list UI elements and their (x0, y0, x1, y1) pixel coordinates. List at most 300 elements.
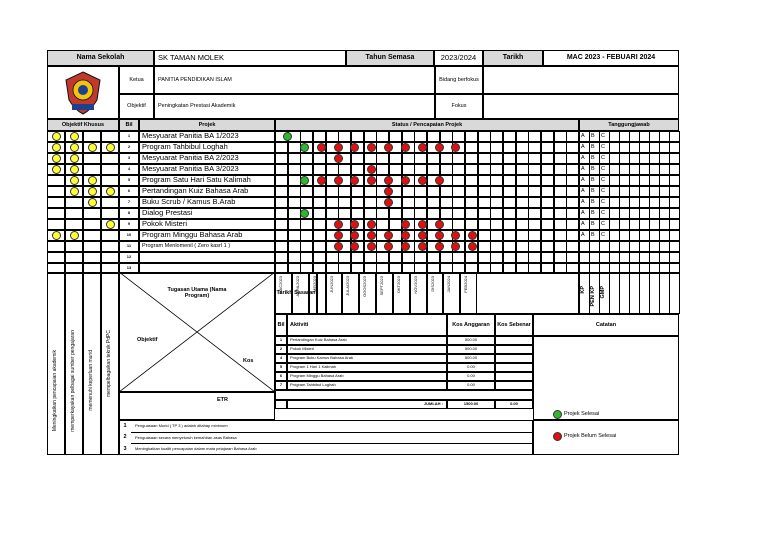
status-pending-icon (384, 231, 393, 240)
status-cell (541, 153, 554, 164)
status-complete-icon (283, 132, 292, 141)
tanggungjawab-cell (619, 164, 630, 175)
ketua-value: PANITIA PENDIDIKAN ISLAM (154, 66, 435, 94)
objective-marker-icon (70, 187, 79, 196)
tanggung-header-cell (649, 272, 660, 314)
tanggungjawab-cell (649, 142, 660, 153)
objektif-khusus-cell (65, 241, 83, 252)
status-cell (351, 197, 364, 208)
status-cell (452, 175, 465, 186)
status-cell (300, 241, 313, 252)
fokus-label: Fokus (435, 94, 483, 119)
activity-name: Program Tahbibul Loghah (287, 381, 447, 390)
tanggung-header-label: KP (580, 286, 586, 294)
month-label: FEB2024 (463, 276, 469, 293)
objective-marker-icon (52, 231, 61, 240)
status-cell (490, 186, 503, 197)
tanggungjawab-cell: C (599, 208, 610, 219)
tanggungjawab-cell (669, 153, 680, 164)
objektif-khusus-cell (65, 142, 83, 153)
tanggungjawab-cell (659, 153, 670, 164)
tanggungjawab-cell (639, 186, 650, 197)
tanggungjawab-cell (669, 252, 680, 263)
tanggungjawab-cell (669, 230, 680, 241)
tanggungjawab-cell (619, 241, 630, 252)
tanggungjawab-cell (649, 153, 660, 164)
objektif-khusus-cell (65, 153, 83, 164)
status-cell (465, 142, 478, 153)
status-cell (465, 219, 478, 230)
objektif-khusus-cell (83, 252, 101, 263)
tanggungjawab-cell (649, 208, 660, 219)
status-cell (275, 153, 288, 164)
tanggungjawab-cell (609, 142, 620, 153)
tanggung-header-cell (659, 272, 670, 314)
objektif-khusus-cell (83, 219, 101, 230)
tarikh-sasaran-text: Tarikh Sasaran (276, 289, 316, 296)
status-cell (566, 142, 579, 153)
nama-sekolah-label: Nama Sekolah (47, 50, 154, 66)
project-name: Pertandingan Kuiz Bahasa Arab (139, 186, 275, 197)
status-cell (326, 164, 339, 175)
project-name: Mesyuarat Panitia BA 2/2023 (139, 153, 275, 164)
month-label: OGOS2023 (362, 276, 368, 297)
objektif-khusus-cell (83, 153, 101, 164)
objektif-khusus-cell (101, 164, 119, 175)
status-pending-icon (418, 220, 427, 229)
tanggungjawab-cell: C (599, 197, 610, 208)
status-cell (478, 142, 491, 153)
tanggungjawab-cell: A (579, 164, 590, 175)
status-cell (465, 208, 478, 219)
objektif-khusus-cell (47, 186, 65, 197)
tanggungjawab-cell (629, 153, 640, 164)
tanggungjawab-cell (659, 241, 670, 252)
status-cell (275, 186, 288, 197)
status-cell (541, 230, 554, 241)
activity-bil: 6 (275, 372, 287, 381)
tanggungjawab-cell (659, 142, 670, 153)
tanggungjawab-cell (629, 164, 640, 175)
objektif-khusus-cell (65, 230, 83, 241)
tanggungjawab-cell: B (589, 230, 600, 241)
objektif-khusus-cell (83, 197, 101, 208)
tanggungjawab-cell (619, 208, 630, 219)
status-cell (516, 131, 529, 142)
kos-sebenar-header (495, 314, 533, 336)
month-label: NOV2023 (412, 276, 418, 294)
jumlah-label: JUMLAH : (287, 400, 447, 409)
activity-name: Pertandingan Kuiz Bahasa Arab (287, 336, 447, 345)
tanggungjawab-cell (619, 252, 630, 263)
status-cell (452, 219, 465, 230)
tanggungjawab-cell (659, 252, 670, 263)
tanggungjawab-cell (659, 197, 670, 208)
objektif-khusus-cell (47, 230, 65, 241)
status-pending-icon (401, 231, 410, 240)
objektif-khusus-cell (83, 131, 101, 142)
tanggungjawab-cell (619, 131, 630, 142)
status-cell (440, 131, 453, 142)
status-pending-icon (334, 176, 343, 185)
objektif-khusus-cell (101, 252, 119, 263)
status-cell (452, 252, 465, 263)
status-cell (478, 219, 491, 230)
legend-block (533, 420, 679, 455)
month-label: MAC2023 (278, 276, 283, 294)
status-cell (503, 164, 516, 175)
jumlah-sebenar: 0.00 (495, 400, 533, 409)
tanggungjawab-cell: A (579, 153, 590, 164)
status-cell (402, 131, 415, 142)
activity-kos: 500.00 (447, 354, 495, 363)
etr-number: 2 (123, 434, 127, 441)
tarikh-value: MAC 2023 - FEBUARI 2024 (543, 50, 679, 66)
status-pending-icon (384, 187, 393, 196)
tanggungjawab-cell (629, 208, 640, 219)
objective-marker-icon (70, 154, 79, 163)
tanggungjawab-cell (659, 175, 670, 186)
status-cell (338, 252, 351, 263)
status-pending-icon (435, 220, 444, 229)
status-pending-icon (401, 143, 410, 152)
status-cell (376, 131, 389, 142)
tanggungjawab-cell (599, 241, 610, 252)
status-cell (490, 241, 503, 252)
status-cell (541, 219, 554, 230)
project-bil: 9 (119, 219, 139, 230)
tanggungjawab-cell (609, 208, 620, 219)
status-pending-icon (334, 242, 343, 251)
status-pending-icon (401, 176, 410, 185)
project-bil: 13 (119, 263, 139, 274)
status-cell (503, 219, 516, 230)
status-cell (364, 153, 377, 164)
tanggungjawab-cell (659, 131, 670, 142)
status-cell (275, 175, 288, 186)
status-cell (478, 230, 491, 241)
tanggungjawab-cell (579, 252, 590, 263)
objektif-khusus-cell (83, 186, 101, 197)
tanggungjawab-cell (609, 186, 620, 197)
tanggungjawab-cell (609, 164, 620, 175)
status-cell (554, 230, 567, 241)
status-cell (503, 142, 516, 153)
objektif-khusus-cell (65, 208, 83, 219)
tanggungjawab-cell: B (589, 186, 600, 197)
objektif-khusus-cell (101, 131, 119, 142)
status-cell (554, 153, 567, 164)
status-cell (503, 153, 516, 164)
tanggungjawab-cell (619, 219, 630, 230)
tanggungjawab-cell (669, 241, 680, 252)
status-cell (490, 252, 503, 263)
status-cell (275, 241, 288, 252)
tanggungjawab-cell: A (579, 219, 590, 230)
tanggungjawab-cell: A (579, 186, 590, 197)
tanggungjawab-cell: B (589, 175, 600, 186)
objective-marker-icon (70, 231, 79, 240)
tanggung-header-cell (619, 272, 630, 314)
status-cell (376, 164, 389, 175)
tanggungjawab-cell (639, 241, 650, 252)
month-label: DIS2023 (429, 276, 435, 292)
tanggungjawab-cell: B (589, 131, 600, 142)
status-cell (275, 208, 288, 219)
status-cell (452, 153, 465, 164)
objektif-khusus-cell (47, 219, 65, 230)
activity-kos-sebenar (495, 363, 533, 372)
tanggungjawab-cell (639, 197, 650, 208)
status-cell (300, 164, 313, 175)
objective-marker-icon (52, 143, 61, 152)
status-pending-icon (435, 242, 444, 251)
status-cell (313, 186, 326, 197)
activity-kos: 0.00 (447, 381, 495, 390)
objective-marker-icon (88, 187, 97, 196)
kos-anggaran-header (447, 314, 495, 336)
tanggungjawab-cell (629, 219, 640, 230)
status-cell (490, 219, 503, 230)
objektif-khusus-header: Objektif Khusus (47, 119, 119, 131)
status-pending-icon (384, 176, 393, 185)
status-cell (338, 131, 351, 142)
tanggungjawab-cell (639, 142, 650, 153)
status-cell (326, 208, 339, 219)
tanggungjawab-cell (609, 197, 620, 208)
status-cell (465, 186, 478, 197)
bidang-label (435, 66, 483, 94)
status-pending-icon (418, 176, 427, 185)
objective-marker-icon (106, 143, 115, 152)
tahun-value: 2023/2024 (434, 50, 483, 66)
tanggungjawab-cell: C (599, 142, 610, 153)
status-pending-icon (334, 231, 343, 240)
status-cell (288, 175, 301, 186)
tanggungjawab-cell (659, 186, 670, 197)
status-cell (541, 142, 554, 153)
status-cell (300, 186, 313, 197)
month-label: SEPT2023 (379, 276, 385, 296)
status-cell (541, 208, 554, 219)
status-cell (338, 208, 351, 219)
tanggungjawab-cell (609, 153, 620, 164)
left-vertical-label: Meningkatkan pencapaian akademik (52, 350, 58, 432)
project-bil: 1 (119, 131, 139, 142)
status-cell (503, 230, 516, 241)
status-cell (389, 208, 402, 219)
objektif-khusus-cell (83, 208, 101, 219)
status-cell (566, 252, 579, 263)
left-vertical-label: mempelbagaikan teknik PdPC (106, 330, 112, 397)
status-cell (402, 252, 415, 263)
status-cell (478, 175, 491, 186)
status-cell (452, 186, 465, 197)
project-bil: 2 (119, 142, 139, 153)
status-cell (528, 208, 541, 219)
tanggungjawab-header: Tanggungjawab (579, 119, 679, 131)
project-bil: 5 (119, 175, 139, 186)
status-cell (338, 164, 351, 175)
status-cell (516, 197, 529, 208)
tanggungjawab-cell (669, 142, 680, 153)
status-complete-icon (300, 143, 309, 152)
status-cell (554, 197, 567, 208)
activity-bil-header: Bil (275, 314, 287, 336)
status-cell (313, 131, 326, 142)
activity-aktiviti-header: Aktiviti (287, 314, 447, 336)
status-cell (490, 230, 503, 241)
tanggungjawab-cell: B (589, 197, 600, 208)
activity-kos: 0.00 (447, 372, 495, 381)
tanggungjawab-cell (639, 230, 650, 241)
tugasan-label (157, 283, 237, 303)
activity-name: Pokok Misteri (287, 345, 447, 354)
status-cell (541, 241, 554, 252)
activity-name: Program Minggu Bahasa Arab (287, 372, 447, 381)
status-cell (528, 131, 541, 142)
status-cell (440, 197, 453, 208)
status-pending-icon (384, 242, 393, 251)
tanggungjawab-cell: C (599, 230, 610, 241)
activity-kos-sebenar (495, 354, 533, 363)
status-cell (351, 252, 364, 263)
tanggungjawab-cell (619, 197, 630, 208)
month-label: APRIL2023 (294, 276, 300, 297)
project-name: Pokok Misteri (139, 219, 275, 230)
tanggungjawab-cell (639, 252, 650, 263)
activity-name: Program 1 Hari 1 Kalimah (287, 363, 447, 372)
objektif-khusus-cell (83, 175, 101, 186)
objective-marker-icon (88, 143, 97, 152)
status-cell (288, 164, 301, 175)
status-cell (465, 131, 478, 142)
objektif-khusus-cell (101, 208, 119, 219)
status-cell (376, 153, 389, 164)
status-cell (389, 153, 402, 164)
tanggungjawab-cell (669, 197, 680, 208)
tanggungjawab-cell (669, 164, 680, 175)
project-bil: 11 (119, 241, 139, 252)
status-cell (288, 219, 301, 230)
objektif-khusus-cell (47, 131, 65, 142)
status-cell (566, 164, 579, 175)
status-cell (490, 208, 503, 219)
tanggungjawab-cell (589, 241, 600, 252)
status-cell (275, 230, 288, 241)
tanggungjawab-cell (659, 219, 670, 230)
catatan-area (533, 336, 679, 420)
project-bil: 10 (119, 230, 139, 241)
status-cell (440, 153, 453, 164)
project-bil: 3 (119, 153, 139, 164)
objektif-khusus-cell (101, 241, 119, 252)
project-name: Program Menlomenil ( Zero kasrl 1 ) (139, 241, 275, 252)
status-cell (440, 252, 453, 263)
status-cell (554, 164, 567, 175)
objective-marker-icon (52, 154, 61, 163)
status-cell (275, 142, 288, 153)
objektif-khusus-cell (65, 164, 83, 175)
objektif-khusus-cell (47, 153, 65, 164)
status-cell (528, 197, 541, 208)
status-cell (528, 175, 541, 186)
activity-kos-sebenar (495, 345, 533, 354)
status-cell (338, 186, 351, 197)
project-name: Mesyuarat Panitia BA 3/2023 (139, 164, 275, 175)
tanggungjawab-cell (619, 230, 630, 241)
objektif-khusus-cell (101, 186, 119, 197)
status-cell (351, 164, 364, 175)
status-cell (414, 131, 427, 142)
status-cell (389, 131, 402, 142)
objective-marker-icon (70, 132, 79, 141)
month-label: JAN2024 (446, 276, 452, 293)
status-cell (554, 186, 567, 197)
status-cell (402, 164, 415, 175)
status-cell (376, 208, 389, 219)
tanggungjawab-cell: C (599, 131, 610, 142)
tanggungjawab-cell: B (589, 142, 600, 153)
tanggungjawab-cell: B (589, 208, 600, 219)
status-pending-icon (384, 198, 393, 207)
tanggungjawab-cell (629, 197, 640, 208)
status-cell (554, 219, 567, 230)
tanggung-header-cell (629, 272, 640, 314)
project-name: Buku Scrub / Kamus B.Arab (139, 197, 275, 208)
status-cell (364, 252, 377, 263)
status-cell (516, 208, 529, 219)
status-cell (288, 252, 301, 263)
objektif-khusus-cell (65, 175, 83, 186)
activity-bil: 4 (275, 354, 287, 363)
status-cell (528, 164, 541, 175)
tanggungjawab-cell (649, 230, 660, 241)
status-cell (427, 186, 440, 197)
objective-marker-icon (106, 187, 115, 196)
status-cell (516, 142, 529, 153)
legend-selesai-text: Projek Selesai (564, 410, 600, 417)
status-cell (402, 186, 415, 197)
bidang-text: Bidang berfokus (439, 76, 479, 83)
nama-sekolah-value: SK TAMAN MOLEK (154, 50, 346, 66)
tanggungjawab-cell: A (579, 208, 590, 219)
status-cell (402, 208, 415, 219)
status-cell (402, 153, 415, 164)
tanggung-header-cell (669, 272, 680, 314)
objektif-khusus-cell (65, 219, 83, 230)
etr-text: Penguasaan Murid ( TP 3 ) adalah ditahap minimum (131, 420, 533, 432)
status-cell (554, 252, 567, 263)
objektif-khusus-cell (101, 175, 119, 186)
objective-marker-icon (70, 165, 79, 174)
status-cell (528, 153, 541, 164)
tanggungjawab-cell (639, 219, 650, 230)
status-cell (452, 197, 465, 208)
objektif-khusus-cell (47, 252, 65, 263)
status-cell (503, 131, 516, 142)
tanggungjawab-cell (649, 175, 660, 186)
tanggung-header-cell (609, 272, 620, 314)
status-cell (288, 186, 301, 197)
objective-marker-icon (88, 176, 97, 185)
status-pending-icon (418, 242, 427, 251)
objective-marker-icon (106, 220, 115, 229)
activity-kos: 500.00 (447, 345, 495, 354)
status-cell (566, 186, 579, 197)
tanggung-header-cell (639, 272, 650, 314)
status-cell (389, 164, 402, 175)
